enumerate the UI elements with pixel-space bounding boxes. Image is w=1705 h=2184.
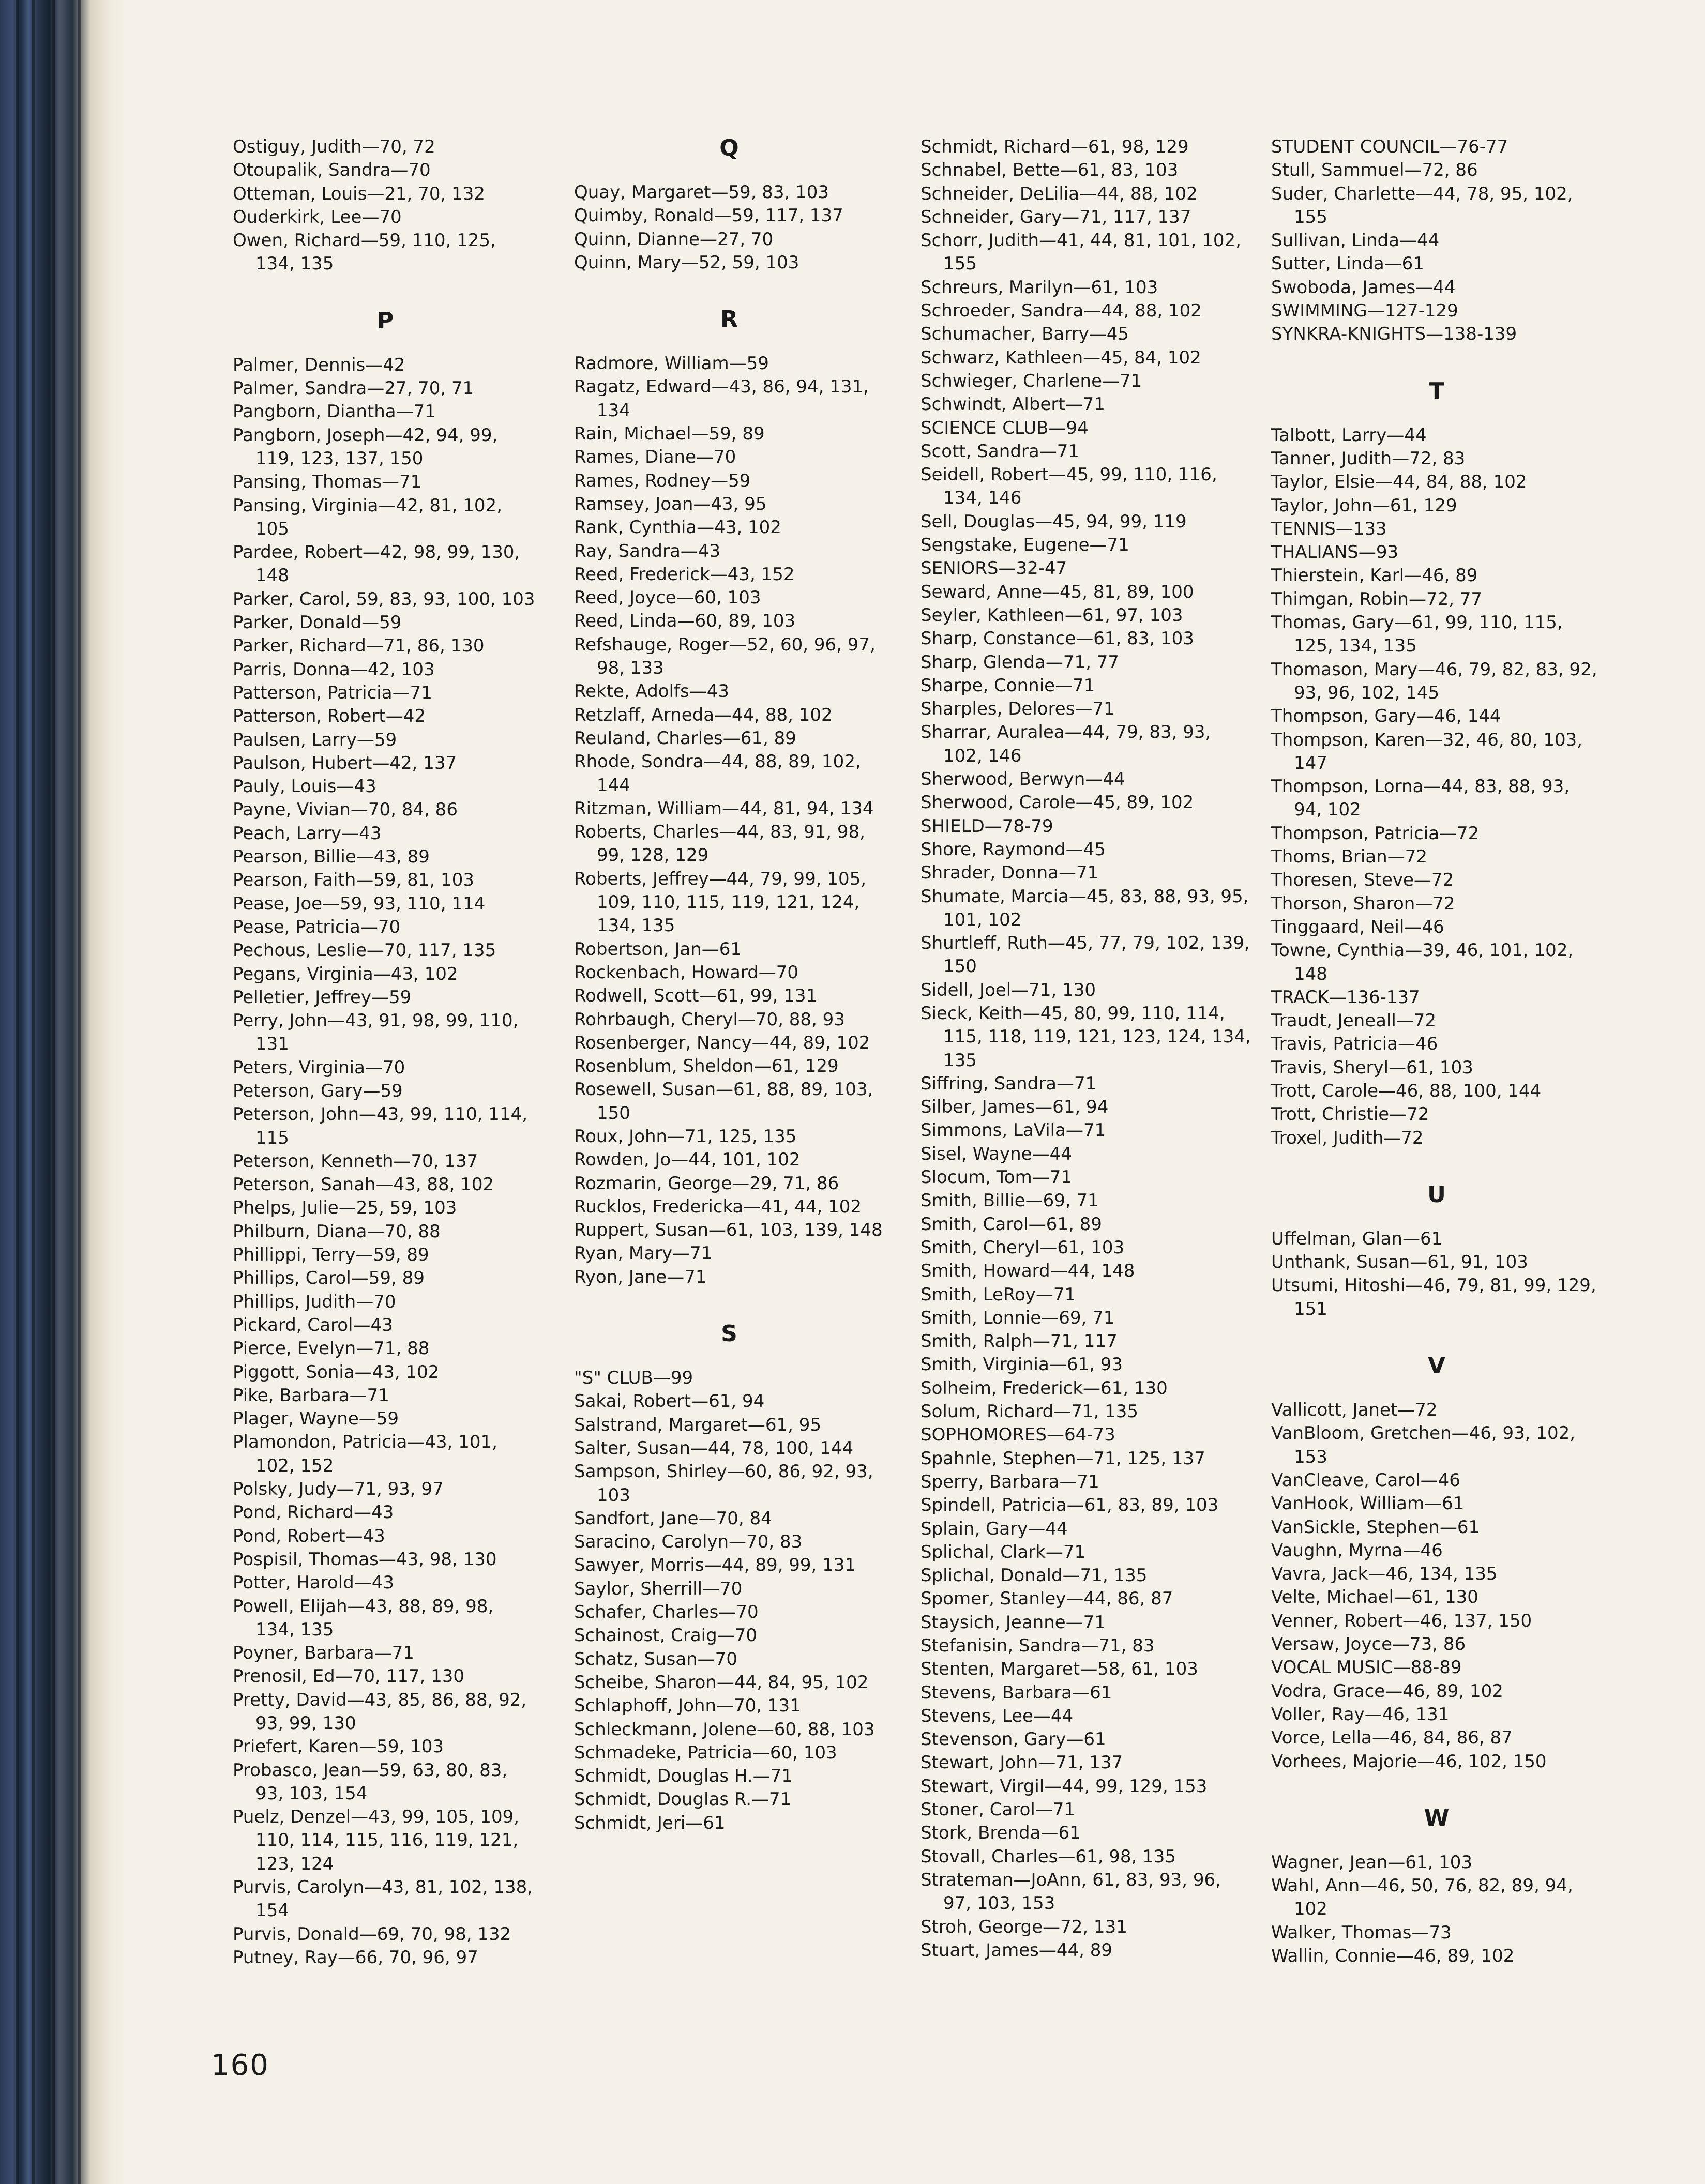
index-entry: Smith, Howard—44, 148 [921,1261,1135,1282]
section-letter: S [721,1321,737,1347]
index-entry: Schroeder, Sandra—44, 88, 102 [921,300,1202,322]
index-entry: Sisel, Wayne—44 [921,1143,1072,1164]
index-entry: Quinn, Mary—52, 59, 103 [574,252,799,273]
index-entry: Roux, John—71, 125, 135 [574,1126,797,1147]
index-entry: VanSickle, Stephen—61 [1271,1516,1480,1538]
index-entry: Pangborn, Diantha—71 [233,401,436,422]
index-entry: VanHook, William—61 [1271,1493,1465,1514]
index-entry: Thompson, Gary—46, 144 [1271,706,1501,727]
index-entry: Simmons, LaVila—71 [921,1120,1106,1141]
index-entry: Piggott, Sonia—43, 102 [233,1361,440,1383]
index-entry: Talbott, Larry—44 [1271,424,1427,446]
index-entry: Splain, Gary—44 [921,1518,1068,1539]
index-entry: Taylor, John—61, 129 [1271,495,1457,516]
index-entry: Stewart, John—71, 137 [921,1752,1123,1773]
index-entry: Puelz, Denzel—43, 99, 105, 109, 110, 114, 115, 116, 119, 121, 123, 124 [233,1807,520,1874]
index-entry: Vodra, Grace—46, 89, 102 [1271,1680,1503,1702]
index-entry: Stoner, Carol—71 [921,1799,1076,1821]
section-letter: T [1428,377,1444,404]
index-entry: Thorson, Sharon—72 [1271,893,1455,914]
index-entry: Vavra, Jack—46, 134, 135 [1271,1564,1498,1585]
index-entry: Pegans, Virginia—43, 102 [233,963,458,984]
index-entry: SCIENCE CLUB—94 [921,417,1089,438]
index-entry: Schwarz, Kathleen—45, 84, 102 [921,347,1201,368]
index-entry: Schreurs, Marilyn—61, 103 [921,277,1158,298]
index-entry: Sandfort, Jane—70, 84 [574,1508,772,1529]
index-entry: Powell, Elijah—43, 88, 89, 98, 134, 135 [233,1596,494,1640]
index-entry: Pickard, Carol—43 [233,1314,393,1336]
index-entry: Smith, Cheryl—61, 103 [921,1237,1125,1258]
index-entry: Versaw, Joyce—73, 86 [1271,1634,1466,1655]
index-entry: Reed, Frederick—43, 152 [574,564,795,585]
index-entry: Thompson, Karen—32, 46, 80, 103, 147 [1271,729,1583,774]
index-entry: SYNKRA-KNIGHTS—138-139 [1271,324,1517,345]
index-entry: Salstrand, Margaret—61, 95 [574,1414,822,1435]
index-entry: Pike, Barbara—71 [233,1385,389,1406]
index-entry: Quimby, Ronald—59, 117, 137 [574,205,843,226]
index-entry: Reed, Joyce—60, 103 [574,587,761,609]
index-entry: Sharp, Constance—61, 83, 103 [921,628,1194,649]
index-entry: Trott, Christie—72 [1271,1104,1429,1125]
index-entry: Silber, James—61, 94 [921,1097,1109,1118]
index-entry: Paulsen, Larry—59 [233,729,397,750]
index-entry: Tinggaard, Neil—46 [1271,916,1444,937]
page-number: 160 [211,2049,269,2082]
index-entry: SENIORS—32-47 [921,558,1067,579]
index-entry: Stevenson, Gary—61 [921,1729,1106,1750]
index-entry: Stovall, Charles—61, 98, 135 [921,1846,1176,1867]
index-entry: Perry, John—43, 91, 98, 99, 110, 131 [233,1010,519,1055]
index-entry: Stroh, George—72, 131 [921,1916,1127,1937]
index-entry: Travis, Patricia—46 [1271,1034,1438,1055]
index-entry: Vorhees, Majorie—46, 102, 150 [1271,1751,1547,1772]
index-entry: Stork, Brenda—61 [921,1823,1081,1844]
index-entry: Pardee, Robert—42, 98, 99, 130, 148 [233,542,520,586]
index-entry: Thompson, Patricia—72 [1271,823,1480,844]
index-entry: Rowden, Jo—44, 101, 102 [574,1149,801,1171]
index-entry: Traudt, Jeneall—72 [1271,1010,1437,1032]
index-entry: Quinn, Dianne—27, 70 [574,229,774,250]
index-entry: Schmidt, Douglas R.—71 [574,1789,792,1810]
index-entry: Rosewell, Susan—61, 88, 89, 103, 150 [574,1079,873,1124]
index-entry: Smith, Lonnie—69, 71 [921,1307,1115,1328]
section-letter: R [720,306,738,333]
index-entry: Slocum, Tom—71 [921,1167,1072,1188]
index-entry: Retzlaff, Arneda—44, 88, 102 [574,704,833,725]
index-entry: Venner, Robert—46, 137, 150 [1271,1610,1532,1631]
index-entry: Purvis, Donald—69, 70, 98, 132 [233,1923,511,1945]
book-binding [0,0,124,2184]
index-entry: Rucklos, Fredericka—41, 44, 102 [574,1196,862,1217]
index-entry: Putney, Ray—66, 70, 96, 97 [233,1947,478,1968]
index-entry: Sharp, Glenda—71, 77 [921,651,1119,673]
index-entry: Peterson, Gary—59 [233,1080,403,1101]
index-entry: Schwindt, Albert—71 [921,394,1105,415]
index-entry: Schafer, Charles—70 [574,1602,759,1623]
index-entry: Phillips, Carol—59, 89 [233,1268,425,1289]
index-entry: Stuart, James—44, 89 [921,1939,1112,1961]
index-entry: Payne, Vivian—70, 84, 86 [233,799,458,821]
section-letter: W [1424,1804,1450,1831]
index-entry: STUDENT COUNCIL—76-77 [1271,136,1508,157]
index-entry: Peterson, Kenneth—70, 137 [233,1150,478,1172]
index-entry: Radmore, William—59 [574,353,769,374]
section-letter: Q [719,135,739,161]
index-entry: Rosenblum, Sheldon—61, 129 [574,1056,839,1077]
index-entry: Rhode, Sondra—44, 88, 89, 102, 144 [574,751,861,796]
index-entry: Ramsey, Joan—43, 95 [574,493,767,514]
index-entry: Wallin, Connie—46, 89, 102 [1271,1946,1515,1966]
index-entry: Splichal, Donald—71, 135 [921,1565,1148,1586]
index-entry: Schnabel, Bette—61, 83, 103 [921,160,1179,181]
index-entry: Troxel, Judith—72 [1271,1127,1424,1148]
index-entry: Stevens, Barbara—61 [921,1682,1112,1703]
index-entry: Tanner, Judith—72, 83 [1271,448,1466,469]
index-entry: Pelletier, Jeffrey—59 [233,987,412,1008]
index-entry: Parker, Richard—71, 86, 130 [233,635,485,657]
index-entry: Plamondon, Patricia—43, 101, 102, 152 [233,1432,497,1476]
index-entry: Schatz, Susan—70 [574,1648,737,1670]
index-entry: Rockenbach, Howard—70 [574,962,799,983]
index-entry: Roberts, Jeffrey—44, 79, 99, 105, 109, 110, 115, 119, 121, 124, 134, 135 [574,868,867,936]
index-entry: Voller, Ray—46, 131 [1271,1704,1450,1725]
index-entry: THALIANS—93 [1271,542,1399,563]
index-entry: Seidell, Robert—45, 99, 110, 116, 134, 146 [921,464,1217,509]
index-entry: Spomer, Stanley—44, 86, 87 [921,1588,1173,1610]
index-entry: Parker, Donald—59 [233,612,402,633]
index-entry: Swoboda, James—44 [1271,277,1456,298]
index-entry: Sakai, Robert—61, 94 [574,1391,765,1412]
index-column-3 [921,135,1251,1962]
index-column-4 [1271,135,1602,1968]
index-entry: Smith, Virginia—61, 93 [921,1354,1123,1375]
index-entry: Peters, Virginia—70 [233,1057,405,1078]
index-entry: Siffring, Sandra—71 [921,1073,1097,1094]
index-entry: Ragatz, Edward—43, 86, 94, 131, 134 [574,376,869,421]
index-entry: Roberts, Charles—44, 83, 91, 98, 99, 128, 129 [574,822,865,866]
index-entry: Rank, Cynthia—43, 102 [574,517,781,538]
index-entry: Probasco, Jean—59, 63, 80, 83, 93, 103, 154 [233,1760,508,1804]
index-entry: Spindell, Patricia—61, 83, 89, 103 [921,1495,1219,1516]
index-entry: TENNIS—133 [1271,518,1387,539]
index-entry: Wahl, Ann—46, 50, 76, 82, 89, 94, 102 [1271,1875,1573,1920]
index-entry: Rames, Rodney—59 [574,470,751,491]
index-entry: Parker, Carol, 59, 83, 93, 100, 103 [233,588,535,610]
index-entry: Seward, Anne—45, 81, 89, 100 [921,581,1194,602]
index-entry: Ouderkirk, Lee—70 [233,206,402,228]
index-entry: Sampson, Shirley—60, 86, 92, 93, 103 [574,1461,873,1506]
index-entry: Peterson, Sanah—43, 88, 102 [233,1174,494,1195]
index-entry: Saracino, Carolyn—70, 83 [574,1531,803,1553]
index-entry: Smith, Carol—61, 89 [921,1214,1102,1235]
index-entry: SWIMMING—127-129 [1271,300,1458,322]
index-entry: Patterson, Robert—42 [233,706,426,727]
index-entry: Thoms, Brian—72 [1271,846,1427,868]
index-entry: Reuland, Charles—61, 89 [574,727,796,749]
index-entry: Taylor, Elsie—44, 84, 88, 102 [1271,472,1527,493]
index-entry: Towne, Cynthia—39, 46, 101, 102, 148 [1271,940,1574,984]
index-entry: SHIELD—78-79 [921,815,1053,837]
index-entry: Sell, Douglas—45, 94, 99, 119 [921,511,1187,532]
index-entry: Owen, Richard—59, 110, 125, 134, 135 [233,230,496,275]
index-entry: Schmidt, Richard—61, 98, 129 [921,136,1189,157]
index-entry: Ray, Sandra—43 [574,540,721,562]
index-entry: Rohrbaugh, Cheryl—70, 88, 93 [574,1009,845,1030]
index-entry: Spahnle, Stephen—71, 125, 137 [921,1448,1205,1469]
index-entry: Ritzman, William—44, 81, 94, 134 [574,798,874,819]
index-entry: Sawyer, Morris—44, 89, 99, 131 [574,1555,856,1576]
index-entry: VanCleave, Carol—46 [1271,1469,1460,1491]
index-entry: Pangborn, Joseph—42, 94, 99, 119, 123, 137, 150 [233,424,498,469]
index-entry: Plager, Wayne—59 [233,1408,399,1430]
index-entry: Prenosil, Ed—70, 117, 130 [233,1666,464,1687]
index-entry: Phelps, Julie—25, 59, 103 [233,1197,457,1219]
index-entry: Schumacher, Barry—45 [921,324,1129,345]
index-entry: Stull, Sammuel—72, 86 [1271,160,1478,181]
index-entry: Sieck, Keith—45, 80, 99, 110, 114, 115, 118, 119, 121, 123, 124, 134, 135 [921,1003,1251,1071]
index-entry: Schmadeke, Patricia—60, 103 [574,1742,837,1763]
index-entry: Ryan, Mary—71 [574,1243,713,1264]
index-entry: Schmidt, Douglas H.—71 [574,1766,793,1787]
index-entry: Schneider, Gary—71, 117, 137 [921,206,1191,228]
index-entry: Pretty, David—43, 85, 86, 88, 92, 93, 99, 130 [233,1689,527,1734]
index-entry: VOCAL MUSIC—88-89 [1271,1657,1462,1678]
index-entry: Schorr, Judith—41, 44, 81, 101, 102, 155 [921,230,1241,275]
index-entry: Rozmarin, George—29, 71, 86 [574,1173,839,1194]
index-entry: Velte, Michael—61, 130 [1271,1587,1478,1608]
index-column-2 [574,135,884,1835]
index-entry: Vaughn, Myrna—46 [1271,1540,1443,1561]
index-entry: Smith, Ralph—71, 117 [921,1331,1118,1352]
index-entry: Thierstein, Karl—46, 89 [1271,565,1478,586]
index-entry: Staysich, Jeanne—71 [921,1612,1106,1633]
index-entry: "S" CLUB—99 [574,1368,693,1389]
index-entry: Sharpe, Connie—71 [921,675,1095,696]
index-entry: Rekte, Adolfs—43 [574,681,730,702]
index-entry: Strateman—JoAnn, 61, 83, 93, 96, 97, 103, 153 [921,1869,1221,1914]
index-entry: Utsumi, Hitoshi—46, 79, 81, 99, 129, 151 [1271,1275,1596,1320]
index-column-1 [233,135,538,1969]
index-entry: Rames, Diane—70 [574,447,736,468]
index-entry: Shurtleff, Ruth—45, 77, 79, 102, 139, 150 [921,933,1250,977]
index-entry: Solheim, Frederick—61, 130 [921,1377,1168,1399]
index-entry: Pond, Richard—43 [233,1502,394,1523]
index-entry: Stewart, Virgil—44, 99, 129, 153 [921,1776,1208,1797]
index-entry: Pansing, Virginia—42, 81, 102, 105 [233,495,502,539]
index-entry: Stenten, Margaret—58, 61, 103 [921,1659,1198,1680]
section-letter: V [1427,1353,1446,1379]
index-entry: Splichal, Clark—71 [921,1541,1086,1563]
index-entry: Sharples, Delores—71 [921,699,1115,720]
index-entry: SOPHOMORES—64-73 [921,1424,1115,1446]
index-entry: Pospisil, Thomas—43, 98, 130 [233,1549,497,1570]
index-entry: Quay, Margaret—59, 83, 103 [574,182,829,203]
index-entry: TRACK—136-137 [1271,987,1420,1008]
index-entry: Scheibe, Sharon—44, 84, 95, 102 [574,1672,869,1693]
index-entry: Shrader, Donna—71 [921,862,1099,884]
index-entry: Reed, Linda—60, 89, 103 [574,611,796,632]
index-entry: Pease, Patricia—70 [233,916,401,937]
index-entry: Pearson, Billie—43, 89 [233,846,430,868]
index-entry: Pauly, Louis—43 [233,776,376,797]
index-entry: Pansing, Thomas—71 [233,472,422,493]
index-entry: Ruppert, Susan—61, 103, 139, 148 [574,1220,883,1241]
index-entry: Wagner, Jean—61, 103 [1271,1852,1473,1873]
index-entry: Peach, Larry—43 [233,823,382,844]
index-entry: Thompson, Lorna—44, 83, 88, 93, 94, 102 [1271,776,1570,821]
index-entry: Ryon, Jane—71 [574,1266,707,1287]
index-entry: Unthank, Susan—61, 91, 103 [1271,1252,1528,1273]
index-entry: Sutter, Linda—61 [1271,253,1424,275]
index-entry: Solum, Richard—71, 135 [921,1401,1138,1422]
index-entry: Rain, Michael—59, 89 [574,423,765,445]
index-entry: Thomas, Gary—61, 99, 110, 115, 125, 134, 135 [1271,612,1563,657]
index-entry: Seyler, Kathleen—61, 97, 103 [921,604,1183,626]
index-entry: Vallicott, Janet—72 [1271,1400,1438,1421]
index-entry: Stefanisin, Sandra—71, 83 [921,1635,1155,1656]
index-entry: Parris, Donna—42, 103 [233,659,435,680]
index-entry: Smith, Billie—69, 71 [921,1190,1099,1211]
index-entry: Paulson, Hubert—42, 137 [233,752,457,774]
index-entry: Otoupalik, Sandra—70 [233,160,431,181]
index-entry: Ostiguy, Judith—70, 72 [233,136,435,157]
index-entry: Sharrar, Auralea—44, 79, 83, 93, 102, 146 [921,722,1211,766]
index-entry: Rodwell, Scott—61, 99, 131 [574,985,818,1007]
section-letter: P [376,307,394,334]
index-entry: Schneider, DeLilia—44, 88, 102 [921,183,1198,204]
index-entry: Robertson, Jan—61 [574,938,742,960]
index-entry: Phillips, Judith—70 [233,1291,396,1312]
index-entry: Shore, Raymond—45 [921,839,1106,860]
index-entry: Schmidt, Jeri—61 [574,1812,726,1833]
index-entry: Pechous, Leslie—70, 117, 135 [233,940,496,961]
index-entry: Pearson, Faith—59, 81, 103 [233,870,474,891]
index-entry: Uffelman, Glan—61 [1271,1228,1443,1249]
index-entry: Sidell, Joel—71, 130 [921,979,1096,1000]
index-entry: Otteman, Louis—21, 70, 132 [233,183,485,204]
index-entry: Palmer, Dennis—42 [233,354,405,375]
index-entry: Stevens, Lee—44 [921,1705,1074,1726]
index-entry: Patterson, Patricia—71 [233,682,432,703]
index-entry: Philburn, Diana—70, 88 [233,1221,441,1242]
index-entry: Poyner, Barbara—71 [233,1643,414,1664]
index-entry: Pierce, Evelyn—71, 88 [233,1338,430,1359]
index-entry: Thimgan, Robin—72, 77 [1271,588,1483,610]
index-entry: Rosenberger, Nancy—44, 89, 102 [574,1032,870,1053]
index-entry: Priefert, Karen—59, 103 [233,1736,444,1757]
index-entry: Refshauge, Roger—52, 60, 96, 97, 98, 133 [574,634,876,679]
index-entry: Salter, Susan—44, 78, 100, 144 [574,1437,854,1459]
index-entry: Sherwood, Berwyn—44 [921,769,1125,790]
index-entry: Purvis, Carolyn—43, 81, 102, 138, 154 [233,1877,533,1921]
section-letter: U [1427,1181,1446,1208]
index-entry: Sherwood, Carole—45, 89, 102 [921,792,1194,813]
index-entry: Sperry, Barbara—71 [921,1471,1099,1492]
index-entry: Sullivan, Linda—44 [1271,230,1440,251]
index-entry: Shumate, Marcia—45, 83, 88, 93, 95, 101, 102 [921,886,1249,930]
index-entry: Potter, Harold—43 [233,1572,394,1594]
index-entry: Schlaphoff, John—70, 131 [574,1695,801,1717]
index-entry: Sengstake, Eugene—71 [921,535,1129,556]
index-entry: Thomason, Mary—46, 79, 82, 83, 92, 93, 96, 102, 145 [1271,659,1597,703]
index-entry: Phillippi, Terry—59, 89 [233,1245,429,1266]
index-entry: Walker, Thomas—73 [1271,1922,1452,1943]
index-entry: VanBloom, Gretchen—46, 93, 102, 153 [1271,1423,1576,1467]
index-entry: Schainost, Craig—70 [574,1625,757,1646]
index-entry: Scott, Sandra—71 [921,441,1079,462]
index-entry: Schleckmann, Jolene—60, 88, 103 [574,1719,875,1740]
index-entry: Pease, Joe—59, 93, 110, 114 [233,893,486,914]
index-entry: Suder, Charlette—44, 78, 95, 102, 155 [1271,183,1573,228]
index-entry: Thoresen, Steve—72 [1271,870,1454,891]
index-entry: Peterson, John—43, 99, 110, 114, 115 [233,1104,528,1148]
index-entry: Palmer, Sandra—27, 70, 71 [233,378,474,399]
index-entry: Pond, Robert—43 [233,1525,385,1546]
index-entry: Schwieger, Charlene—71 [921,370,1142,391]
index-entry: Trott, Carole—46, 88, 100, 144 [1271,1080,1542,1101]
index-entry: Saylor, Sherrill—70 [574,1578,743,1599]
index-entry: Vorce, Lella—46, 84, 86, 87 [1271,1727,1513,1749]
index-entry: Smith, LeRoy—71 [921,1284,1076,1305]
index-entry: Polsky, Judy—71, 93, 97 [233,1479,444,1500]
index-entry: Travis, Sheryl—61, 103 [1271,1057,1473,1078]
